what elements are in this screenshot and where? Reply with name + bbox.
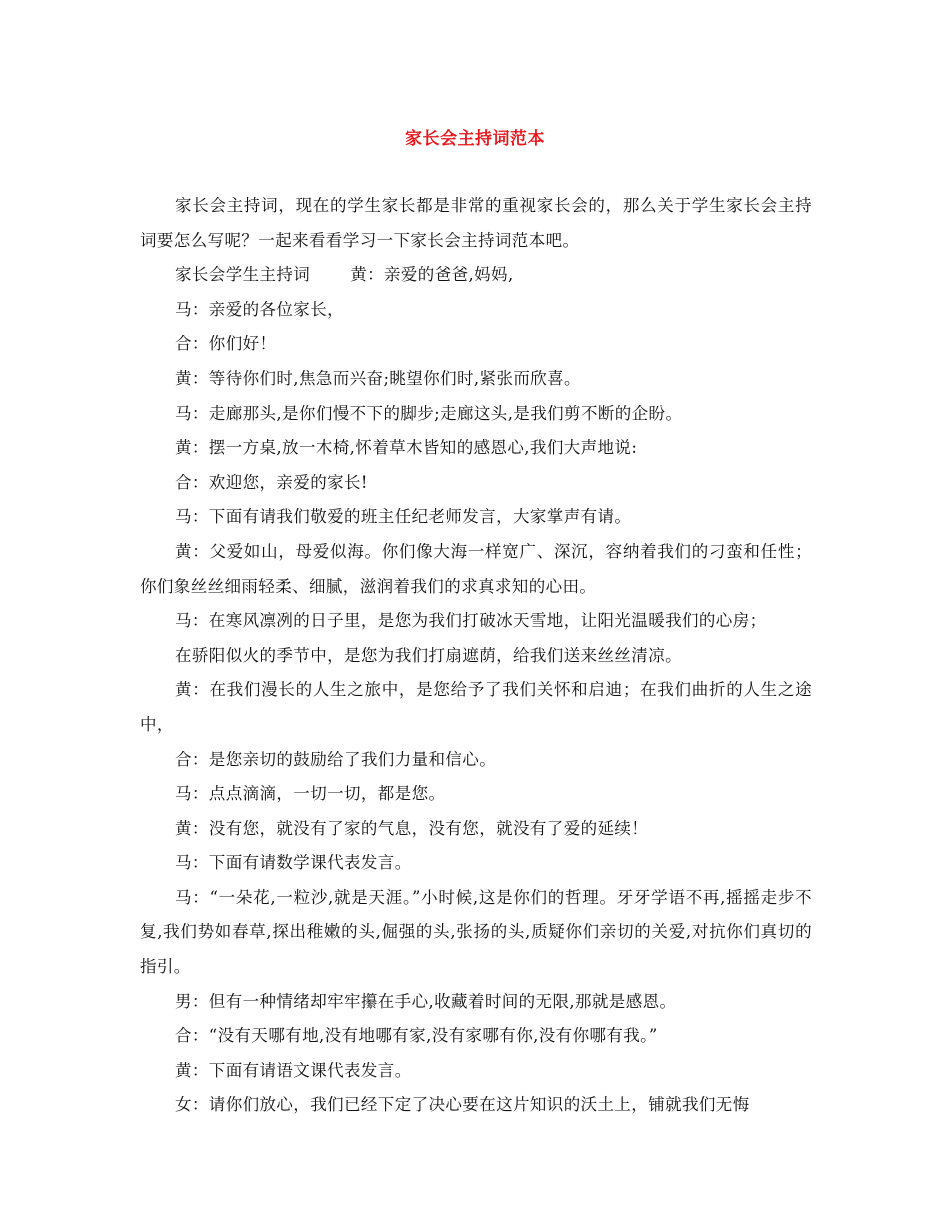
dialogue-line: 马：亲爱的各位家长，: [175, 299, 344, 319]
dialogue-line: 合：欢迎您，亲爱的家长!: [175, 472, 368, 492]
dialogue-line: 黄：在我们漫长的人生之旅中，是您给予了我们关怀和启迪；在我们曲折的人生之途中，: [140, 680, 812, 734]
dialogue-line: 黄：摆一方桌,放一木椅,怀着草木皆知的感恩心,我们大声地说:: [175, 438, 638, 458]
dialogue-line: 合：“没有天哪有地,没有地哪有家,没有家哪有你,没有你哪有我。”: [175, 1026, 658, 1046]
dialogue-line: 合：你们好！: [175, 334, 277, 354]
document-title: 家长会主持词范本: [405, 129, 545, 149]
dialogue-line: 合：是您亲切的鼓励给了我们力量和信心。: [175, 749, 497, 769]
dialogue-line: 在骄阳似火的季节中，是您为我们打扇遮荫，给我们送来丝丝清凉。: [175, 645, 682, 665]
host-line: [140, 258, 812, 293]
dialogue-line: 马：走廊那头,是你们慢不下的脚步;走廊这头,是我们剪不断的企盼。: [175, 403, 683, 423]
dialogue-line: 黄：亲爱的爸爸,妈妈,: [350, 265, 514, 285]
dialogue-line: 黄：没有您，就没有了家的气息，没有您，就没有了爱的延续！: [175, 818, 649, 838]
dialogue-line: 黄：等待你们时,焦急而兴奋;眺望你们时,紧张而欣喜。: [175, 368, 581, 388]
dialogue-line: 马：点点滴滴，一切一切，都是您。: [175, 784, 446, 804]
document-body: [140, 189, 812, 1123]
dialogue-line: 马：下面有请我们敬爱的班主任纪老师发言，大家掌声有请。: [175, 507, 632, 527]
dialogue-line: 黄：下面有请语文课代表发言。: [175, 1060, 412, 1080]
dialogue-line: 男：但有一种情绪却牢牢攥在手心,收藏着时间的无限,那就是感恩。: [175, 991, 677, 1011]
section-heading: 家长会学生主持词: [175, 265, 311, 285]
dialogue-line: 马：“一朵花,一粒沙,就是天涯。”小时候,这是你们的哲理。牙牙学语不再,摇摇走步不复,我们势如春草,探出稚嫩的头,倔强的头,张扬的头,质疑你们亲切的关爱,对抗你们真切的指引。: [140, 887, 812, 977]
dialogue-line: 女：请你们放心，我们已经下定了决心要在这片知识的沃土上，铺就我们无悔: [175, 1095, 750, 1115]
dialogue-line: 马：在寒风凛冽的日子里，是您为我们打破冰天雪地，让阳光温暖我们的心房；: [175, 611, 767, 631]
dialogue-line: 马：下面有请数学课代表发言。: [175, 853, 412, 873]
intro-paragraph: 家长会主持词，现在的学生家长都是非常的重视家长会的，那么关于学生家长会主持词要怎么写呢？一起来看看学习一下家长会主持词范本吧。: [140, 196, 812, 250]
dialogue-line: 黄：父爱如山，母爱似海。你们像大海一样宽广、深沉，容纳着我们的刁蛮和任性；你们象丝丝细雨轻柔、细腻，滋润着我们的求真求知的心田。: [140, 541, 812, 596]
